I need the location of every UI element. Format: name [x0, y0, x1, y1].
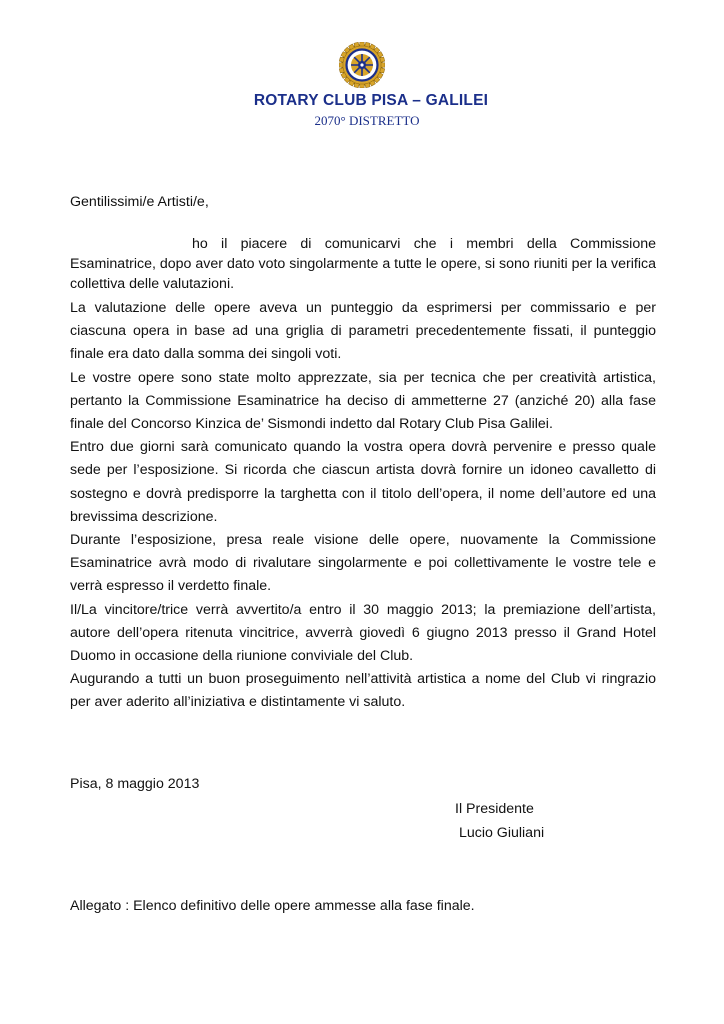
signature-title: Il Presidente — [455, 801, 534, 817]
paragraph-4: Entro due giorni sarà comunicato quando la vostra opera dovrà pervenire e presso quale sede per l’esposizione. Si ricorda che ciascun artista dovrà fornire un idoneo cavalletto di sostegno e dovrà predisporre la targhetta con il titolo dell’opera, il nome dell’autore ed una brevissima descrizione. — [70, 439, 656, 525]
paragraph-5: Durante l’esposizione, presa reale visione delle opere, nuovamente la Commissione Esaminatrice avrà modo di rivalutare singolarmente e poi collettivamente le vostre tele e verrà espresso il verdetto finale. — [70, 532, 656, 595]
paragraph-7: Augurando a tutti un buon proseguimento nell’attività artistica a nome del Club vi ringrazio per aver aderito all’iniziativa e distintamente vi saluto. — [70, 671, 656, 711]
paragraph-1: ho il piacere di comunicarvi che i membri della Commissione Esaminatrice, dopo aver dato voto singolarmente a tutte le opere, si sono riuniti per la verifica collettiva delle valutazioni. — [70, 236, 656, 292]
place-date: Pisa, 8 maggio 2013 — [70, 776, 200, 792]
paragraph-2: La valutazione delle opere aveva un punteggio da esprimersi per commissario e per ciascuna opera in base ad una griglia di parametri precedentemente fissati, il punteggio finale era dato dalla somma dei singoli voti. — [70, 300, 656, 363]
district-label: 2070° DISTRETTO — [314, 113, 420, 128]
signature-name: Lucio Giuliani — [455, 825, 545, 841]
rotary-wheel-icon — [339, 42, 385, 88]
letter-body-continued — [70, 297, 656, 715]
salutation: Gentilissimi/e Artisti/e, — [70, 194, 209, 210]
paragraph-6: Il/La vincitore/trice verrà avvertito/a entro il 30 maggio 2013; la premiazione dell’artista, autore dell’opera ritenuta vincitrice, avverrà giovedì 6 giugno 2013 presso il Grand Hotel Duomo in occasione della riunione conviviale del Club. — [70, 601, 656, 665]
paragraph-3: Le vostre opere sono state molto apprezzate, sia per tecnica che per creatività artistica, pertanto la Commissione Esaminatrice ha deciso di ammetterne 27 (anziché 20) alla fase finale del Concorso Kinzica de’ Sismondi indetto dal Rotary Club Pisa Galilei. — [70, 369, 656, 433]
attachment-note: Allegato : Elenco definitivo delle opere ammesse alla fase finale. — [70, 898, 475, 914]
club-name: ROTARY CLUB PISA – GALILEI — [253, 92, 489, 109]
letter-body — [70, 234, 656, 294]
